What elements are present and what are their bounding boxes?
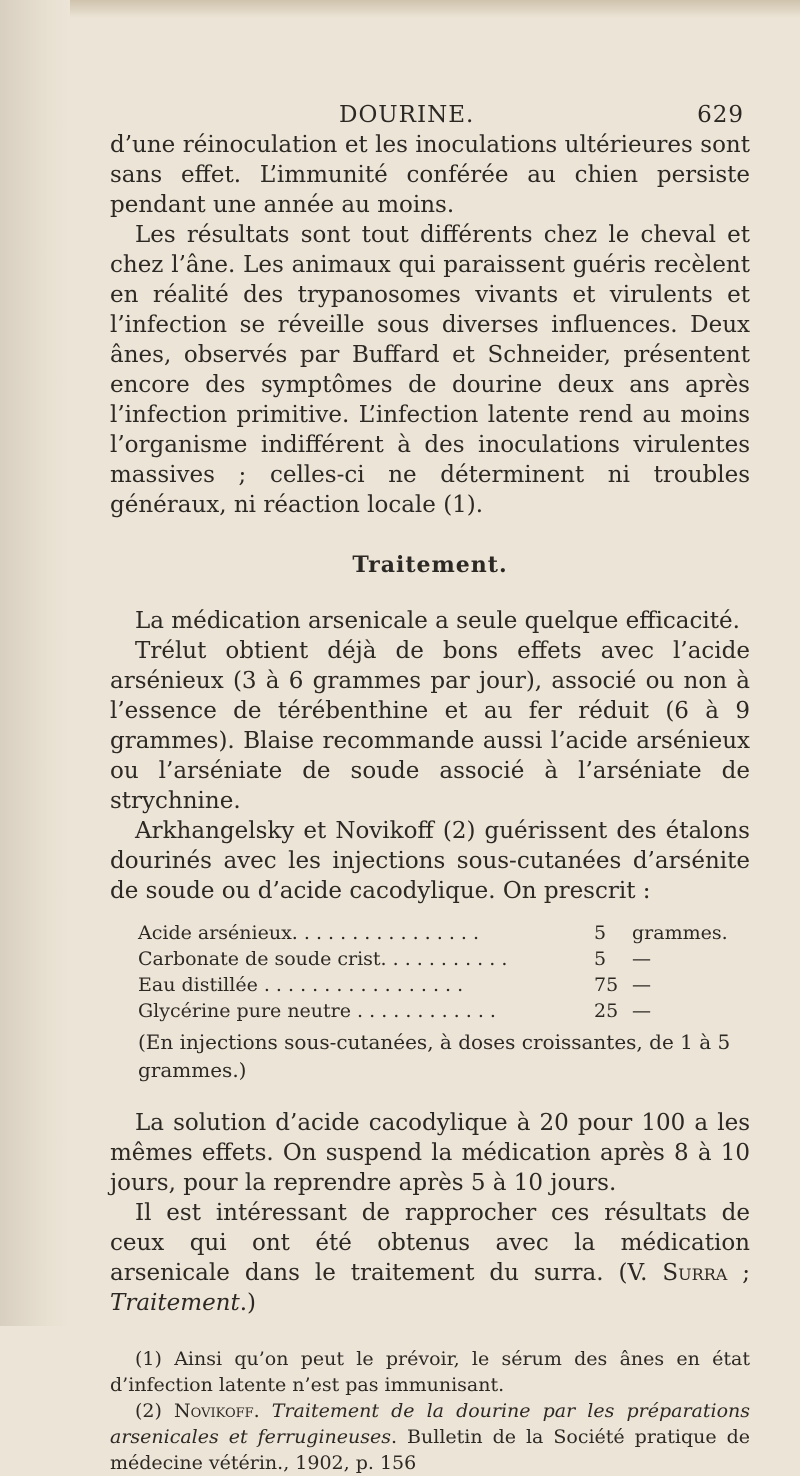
page-body: [110, 130, 750, 1476]
crossref-separator: ;: [727, 1260, 751, 1286]
prescription-list: [110, 920, 750, 1024]
ingredient-quantity: 5: [594, 948, 607, 970]
crossref-close: .): [239, 1290, 257, 1316]
page-number: 629: [697, 102, 744, 128]
paragraph: d’une réinoculation et les inoculations ultérieures sont sans effet. L’immunité conférée au chien persiste pendant une année au moins.: [110, 132, 750, 218]
ingredient-name: Glycérine pure neutre . . . . . . . . . . . .: [138, 1000, 496, 1022]
footnote: (1) Ainsi qu’on peut le prévoir, le sérum des ânes en état d’infection latente n’est pas immunisant.: [110, 1348, 750, 1396]
footnote-author: Novikoff: [174, 1400, 254, 1422]
paragraph-text: Il est intéressant de rapprocher ces résultats de ceux qui ont été obtenus avec la médication arsenicale dans le traitement du surra.: [110, 1200, 750, 1286]
running-header: [110, 102, 750, 132]
footnote-title: Traitement de la dourine par les préparations arsenicales et ferrugineuses: [110, 1400, 750, 1448]
prescription-row: [110, 920, 750, 946]
ingredient-unit: —: [632, 1000, 651, 1022]
ingredient-name: Acide arsénieux. . . . . . . . . . . . . . . .: [138, 922, 480, 944]
footnote-marker: (2): [135, 1400, 175, 1422]
header-title: DOURINE.: [339, 102, 475, 128]
paragraph: Trélut obtient déjà de bons effets avec l’acide arsénieux (3 à 6 grammes par jour), associé ou non à l’essence de térébenthine et au fer réduit (6 à 9 grammes). Blaise recommande aussi l’acide arsénieux ou l’arséniate de soude associé à l’arséniate de strychnine.: [110, 638, 750, 814]
paragraph: Arkhangelsky et Novikoff (2) guérissent des étalons dourinés avec les injections sous-cutanées d’arsénite de soude ou d’acide cacodylique. On prescrit :: [110, 818, 750, 904]
ingredient-quantity: 5: [594, 922, 607, 944]
ingredient-name: Carbonate de soude crist. . . . . . . . . . .: [138, 948, 508, 970]
ingredient-quantity: 25: [594, 1000, 619, 1022]
page-top-shadow: [0, 0, 800, 18]
prescription-row: [110, 972, 750, 998]
crossref-title: Traitement: [110, 1290, 240, 1316]
paragraph: La solution d’acide cacodylique à 20 pour 100 a les mêmes effets. On suspend la médication après 8 à 10 jours, pour la reprendre après 5 à 10 jours.: [110, 1110, 750, 1196]
prescription-row: [110, 946, 750, 972]
section-title: Traitement.: [352, 552, 508, 578]
footnotes: [110, 1346, 750, 1476]
crossref-name: Surra: [662, 1260, 728, 1286]
ingredient-unit: —: [632, 974, 651, 996]
ingredient-quantity: 75: [594, 974, 619, 996]
ingredient-unit: —: [632, 948, 651, 970]
crossref-open: (V.: [618, 1260, 663, 1286]
prescription-row: [110, 998, 750, 1024]
paragraph: La médication arsenicale a seule quelque efficacité.: [135, 608, 740, 634]
footnote-source: . Bulletin de la Société pratique de médecine vétérin., 1902, p. 156: [110, 1426, 750, 1474]
closing-paragraphs: [110, 1108, 750, 1318]
page-binding-shadow: [0, 0, 70, 1326]
paragraph: [110, 1198, 750, 1318]
ingredient-name: Eau distillée . . . . . . . . . . . . . . . . .: [138, 974, 464, 996]
prescription-note: (En injections sous-cutanées, à doses croissantes, de 1 à 5 grammes.): [138, 1030, 731, 1082]
paragraph: Les résultats sont tout différents chez le cheval et chez l’âne. Les animaux qui paraissent guéris recèlent en réalité des trypanosomes vivants et virulents et l’infection se réveille sous diverses influences. Deux ânes, observés par Buffard et Schneider, présentent encore des symptômes de dourine deux ans après l’infection primitive. L’infection latente rend au moins l’organisme indifférent à des inoculations virulentes massives ; celles-ci ne déterminent ni troubles généraux, ni réaction locale (1).: [110, 222, 750, 518]
ingredient-unit: grammes.: [632, 922, 728, 944]
footnote: (2) Novikoff. Traitement de la dourine par les préparations arsenicales et ferrugineuses. Bulletin de la Société pratique de médecine vétérin., 1902, p. 156: [110, 1400, 750, 1474]
